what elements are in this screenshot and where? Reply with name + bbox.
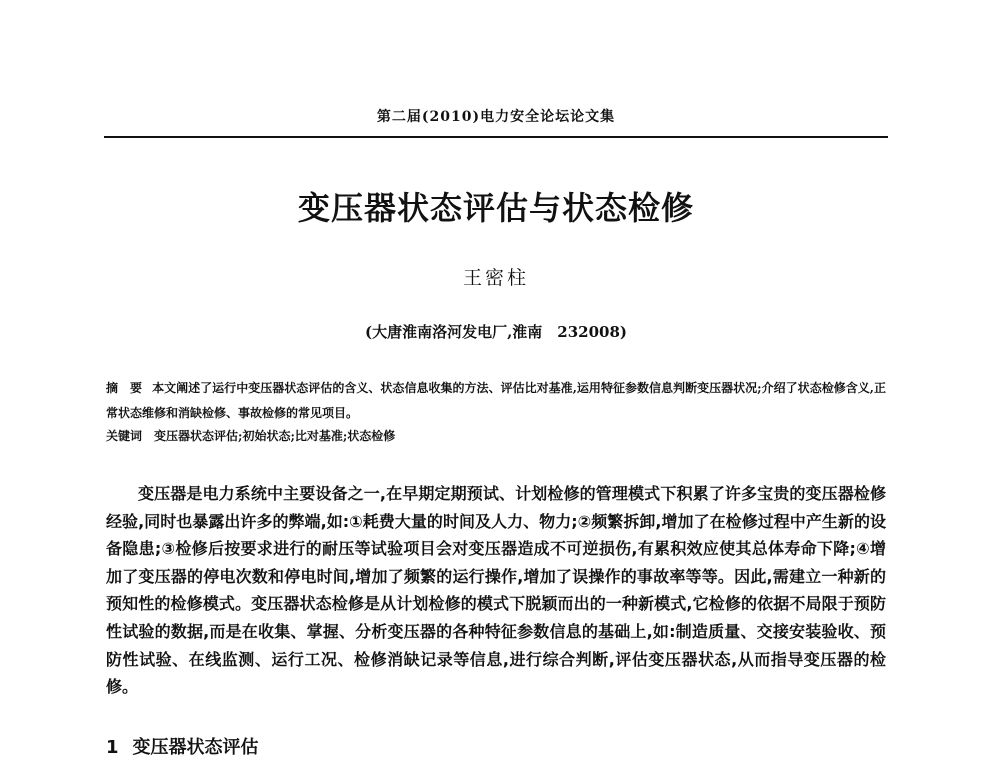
abstract-text: 本文阐述了运行中变压器状态评估的含义、状态信息收集的方法、评估比对基准,运用特征参数信息判断变压器状况;介绍了状态检修含义,正常状态维修和消缺检修、事故检修的常见项目。 bbox=[106, 381, 886, 420]
section-title: 变压器状态评估 bbox=[132, 737, 259, 758]
author-affiliation: (大唐淮南洛河发电厂,淮南 232008) bbox=[364, 323, 628, 341]
keywords bbox=[106, 426, 886, 446]
keywords-text: 变压器状态评估;初始状态;比对基准;状态检修 bbox=[154, 429, 396, 443]
body-paragraph: 变压器是电力系统中主要设备之一,在早期定期预试、计划检修的管理模式下积累了许多宝贵的变压器检修经验,同时也暴露出许多的弊端,如:①耗费大量的时间及人力、物力;②频繁拆卸,增加了在检修过程中产生新的设备隐患;③检修后按要求进行的耐压等试验项目会对变压器造成不可逆损伤,有累积效应使其总体寿命下降;④增加了变压器的停电次数和停电时间,增加了频繁的运行操作,增加了误操作的事故率等等。因此,需建立一种新的预知性的检修模式。变压器状态检修是从计划检修的模式下脱颖而出的一种新模式,它检修的依据不局限于预防性试验的数据,而是在收集、掌握、分析变压器的各种特征参数信息的基础上,如:制造质量、交接安装验收、预防性试验、在线监测、运行工况、检修消缺记录等信息,进行综合判断,评估变压器状态,从而指导变压器的检修。 bbox=[106, 484, 886, 697]
section-number: 1 bbox=[106, 737, 119, 758]
keywords-label: 关键词 bbox=[106, 429, 143, 443]
abstract bbox=[106, 376, 886, 426]
abstract-label: 摘 要 bbox=[106, 381, 143, 395]
header-rule bbox=[104, 136, 888, 138]
section-heading bbox=[106, 733, 886, 759]
paper-title: 变压器状态评估与状态检修 bbox=[297, 189, 694, 227]
author-name: 王密柱 bbox=[462, 267, 529, 289]
running-header: 第二届(2010)电力安全论坛论文集 bbox=[376, 109, 616, 125]
